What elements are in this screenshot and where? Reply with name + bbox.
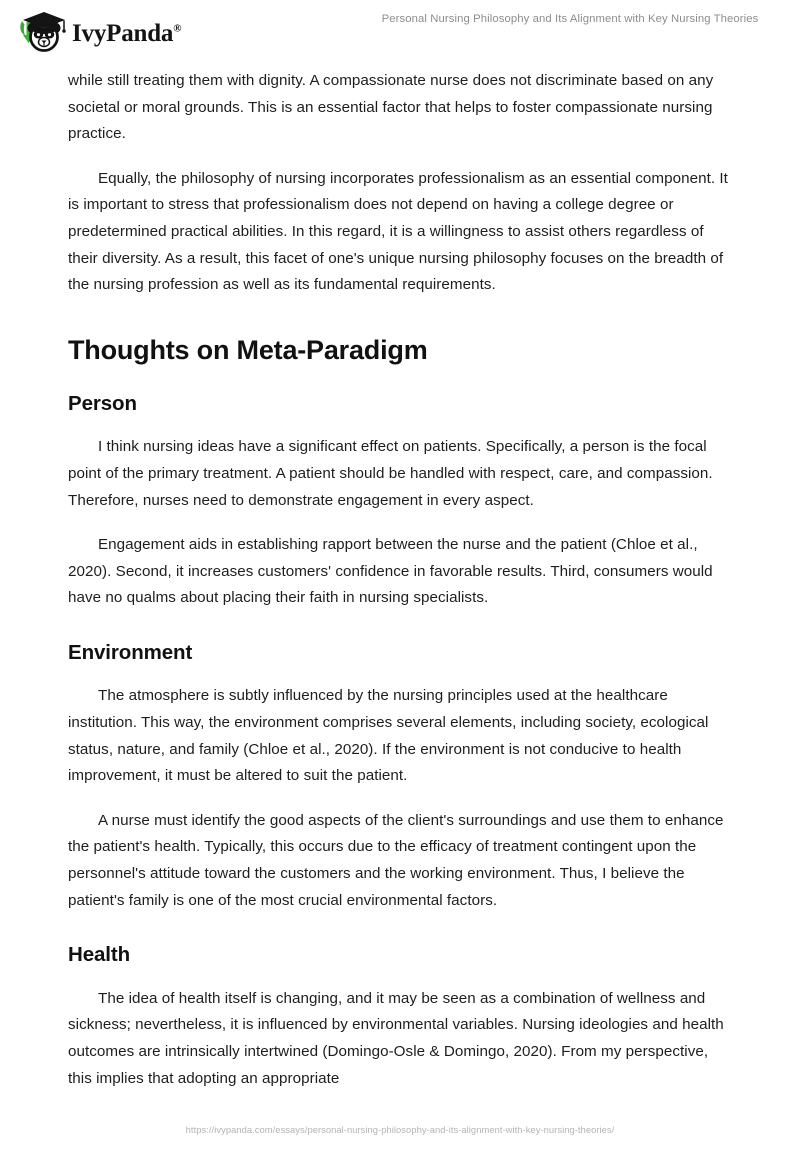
- brand-wordmark: [72, 21, 181, 46]
- document-content: [68, 68, 734, 1092]
- registered-trademark-symbol: ®: [173, 22, 182, 35]
- page-footer: [0, 1120, 800, 1138]
- paragraph-professionalism: Equally, the philosophy of nursing incorporates professionalism as an essential component. It is important to stress that professionalism does not depend on having a college degree or predetermined practical abilities. In this regard, it is a willingness to assist others regardless of their diversity. As a result, this facet of one's unique nursing philosophy focuses on the breadth of the nursing profession as well as its fundamental requirements.: [68, 169, 728, 294]
- subsection-heading-health: Health: [68, 943, 131, 967]
- brand-name-text: IvyPanda: [72, 19, 174, 47]
- paragraph-environment-2: A nurse must identify the good aspects of the client's surroundings and use them to enhance the patient's health. Typically, this occurs due to the efficacy of treatment contingent upon the personnel's attitude toward the customers and the working environment. Thus, I believe the patient's family is one of the most crucial environmental factors.: [68, 811, 724, 909]
- document-title-header: Personal Nursing Philosophy and Its Alignment with Key Nursing Theories: [381, 13, 759, 25]
- source-url-link[interactable]: https://ivypanda.com/essays/personal-nursing-philosophy-and-its-alignment-with-key-nursing-theories/: [185, 1124, 615, 1135]
- paragraph-continued: while still treating them with dignity. A compassionate nurse does not discriminate based on any societal or moral grounds. This is an essential factor that helps to foster compassionate nursing practice.: [68, 72, 714, 143]
- section-heading-meta-paradigm: Thoughts on Meta-Paradigm: [68, 334, 428, 365]
- paragraph-person-1: I think nursing ideas have a significant effect on patients. Specifically, a person is the focal point of the primary treatment. A patient should be handled with respect, care, and compassion. Therefore, nurses need to demonstrate engagement in every aspect.: [68, 438, 713, 509]
- page-header: [0, 0, 800, 62]
- subsection-heading-person: Person: [68, 391, 137, 415]
- brand-logo[interactable]: [14, 8, 181, 54]
- paragraph-environment-1: The atmosphere is subtly influenced by the nursing principles used at the healthcare institution. This way, the environment comprises several elements, including society, ecological status, nature, and family (Chloe et al., 2020). If the environment is not conducive to health improvement, it must be altered to suit the patient.: [68, 687, 709, 785]
- paragraph-person-2: Engagement aids in establishing rapport between the nurse and the patient (Chloe et al., 2020). Second, it increases customers' confidence in favorable results. Third, consumers would have no qualms about placing their faith in nursing specialists.: [68, 536, 713, 607]
- subsection-heading-environment: Environment: [68, 640, 193, 664]
- paragraph-health-1: The idea of health itself is changing, and it may be seen as a combination of wellness and sickness; nevertheless, it is influenced by environmental variables. Nursing ideologies and health outcomes are intrinsically intertwined (Domingo-Osle & Domingo, 2020). From my perspective, this implies that adopting an appropriate: [68, 989, 724, 1087]
- panda-graduation-cap-logo-icon: [14, 8, 66, 54]
